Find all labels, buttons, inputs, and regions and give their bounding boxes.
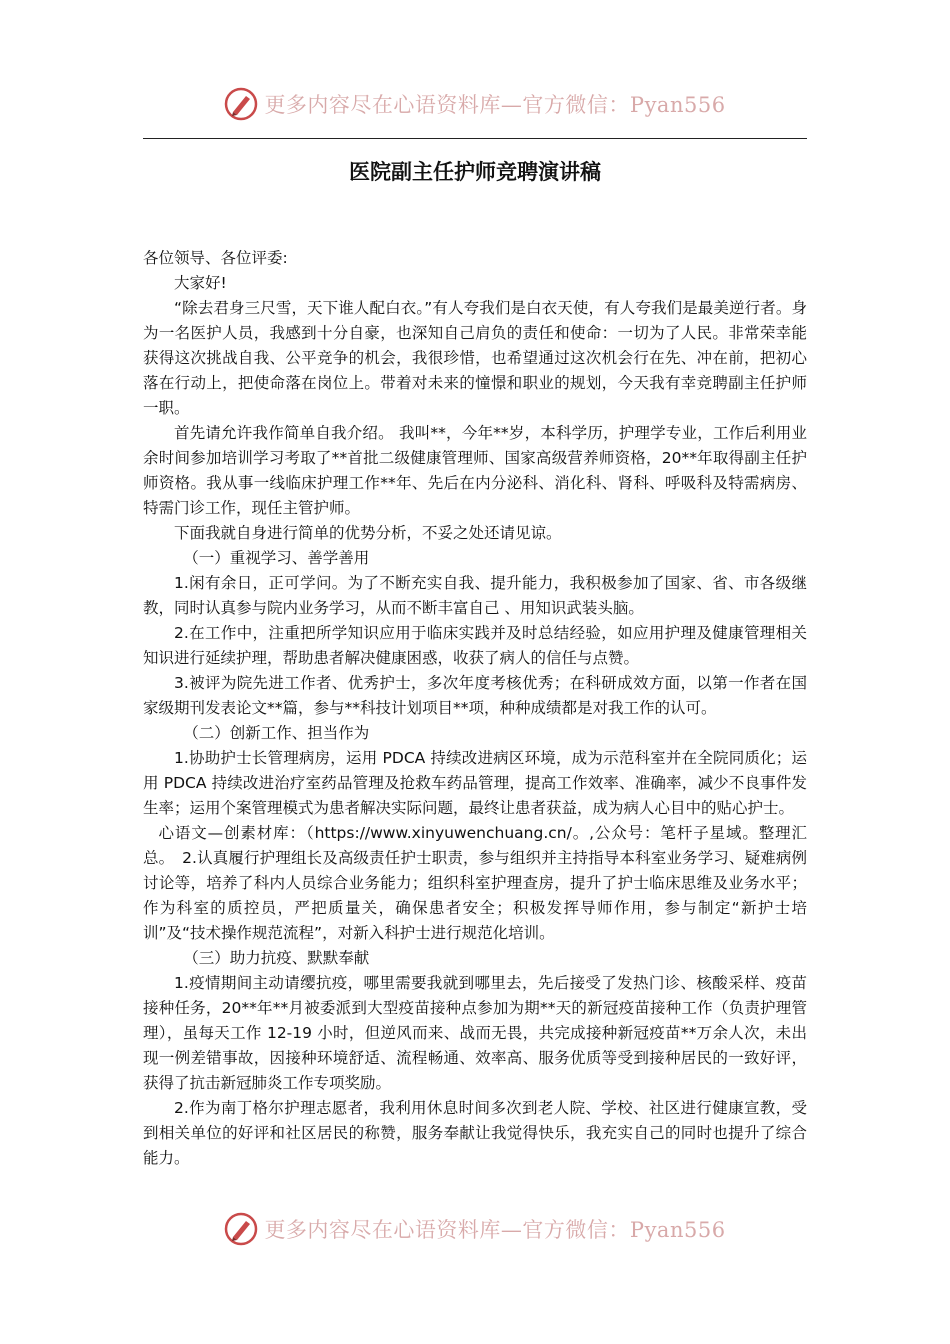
header-banner: [0, 84, 950, 124]
header-divider: [143, 138, 807, 139]
greeting: 大家好!: [174, 274, 227, 292]
paragraph: 下面我就自身进行简单的优势分析，不妥之处还请见谅。: [174, 524, 562, 542]
footer-banner: [0, 1209, 950, 1249]
section-heading: （二）创新工作、担当作为: [183, 724, 370, 742]
pen-logo-icon: [224, 1212, 258, 1246]
section-heading: （三）助力抗疫、默默奉献: [183, 949, 370, 967]
document-body: [143, 246, 807, 1171]
salutation: 各位领导、各位评委:: [143, 249, 288, 267]
footer-banner-text: 更多内容尽在心语资料库—官方微信：Pyan556: [264, 1218, 726, 1242]
section-heading: （一）重视学习、善学善用: [183, 549, 370, 567]
list-item: 2.作为南丁格尔护理志愿者，我利用休息时间多次到老人院、学校、社区进行健康宣教，受到相关单位的好评和社区居民的称赞，服务奉献让我觉得快乐，我充实自己的同时也提升了综合能力。: [143, 1099, 807, 1167]
list-item: 1.疫情期间主动请缨抗疫，哪里需要我就到哪里去，先后接受了发热门诊、核酸采样、疫苗接种任务，20**年**月被委派到大型疫苗接种点参加为期**天的新冠疫苗接种工作（负责护理管理），虽每天工作 12-19 小时，但逆风而来、战而无畏，共完成接种新冠疫苗**万余人次，未出现一例差错事故，因接种环境舒适、流程畅通、效率高、服务优质等受到接种居民的一致好评，获得了抗击新冠肺炎工作专项奖励。: [143, 974, 807, 1092]
header-banner-text: 更多内容尽在心语资料库—官方微信：Pyan556: [264, 93, 726, 117]
document-title: 医院副主任护师竞聘演讲稿: [349, 160, 601, 184]
paragraph: “除去君身三尺雪，天下谁人配白衣。”有人夸我们是白衣天使，有人夸我们是最美逆行者。身为一名医护人员，我感到十分自豪，也深知自己肩负的责任和使命：一切为了人民。非常荣幸能获得这次挑战自我、公平竞争的机会，我很珍惜，也希望通过这次机会行在先、冲在前，把初心落在行动上，把使命落在岗位上。带着对未来的憧憬和职业的规划，今天我有幸竞聘副主任护师一职。: [143, 299, 807, 417]
list-item: 2.在工作中，注重把所学知识应用于临床实践并及时总结经验，如应用护理及健康管理相关知识进行延续护理，帮助患者解决健康困惑，收获了病人的信任与点赞。: [143, 624, 807, 667]
source-line: 心语文—创素材库：（https://www.xinyuwenchuang.cn/。,公众号：笔杆子星域。整理汇总。 2.认真履行护理组长及高级责任护士职责，参与组织并主持指导本科室业务学习、疑难病例讨论等，培养了科内人员综合业务能力；组织科室护理查房，提升了护士临床思维及业务水平；作为科室的质控员，严把质量关，确保患者安全；积极发挥导师作用，参与制定“新护士培训”及“技术操作规范流程”，对新入科护士进行规范化培训。: [143, 824, 807, 942]
paragraph: 首先请允许我作简单自我介绍。 我叫**，今年**岁，本科学历，护理学专业，工作后利用业余时间参加培训学习考取了**首批二级健康管理师、国家高级营养师资格，20**年取得副主任护师资格。我从事一线临床护理工作**年、先后在内分泌科、消化科、肾科、呼吸科及特需病房、特需门诊工作，现任主管护师。: [143, 424, 807, 517]
pen-logo-icon: [224, 87, 258, 121]
list-item: 1.闲有余日，正可学问。为了不断充实自我、提升能力，我积极参加了国家、省、市各级继教，同时认真参与院内业务学习，从而不断丰富自己 、用知识武装头脑。: [143, 574, 807, 617]
list-item: 1.协助护士长管理病房，运用 PDCA 持续改进病区环境，成为示范科室并在全院同质化；运用 PDCA 持续改进治疗室药品管理及抢救车药品管理，提高工作效率、准确率，减少不良事件发生率；运用个案管理模式为患者解决实际问题，最终让患者获益，成为病人心目中的贴心护士。: [143, 749, 807, 817]
list-item: 3.被评为院先进工作者、优秀护士，多次年度考核优秀；在科研成效方面，以第一作者在国家级期刊发表论文**篇，参与**科技计划项目**项，种种成绩都是对我工作的认可。: [143, 674, 807, 717]
